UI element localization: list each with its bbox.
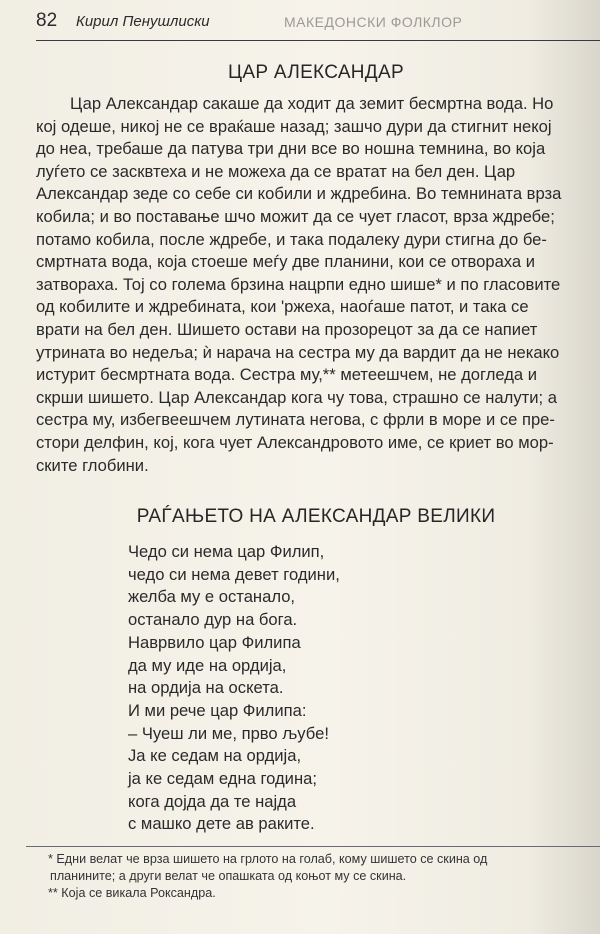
- poem-line: И ми рече цар Филипа:: [128, 700, 307, 720]
- poem-line: ја ке седам една година;: [128, 769, 317, 789]
- poem-line: Чедо си нема цар Филип,: [128, 542, 325, 561]
- footnote-line: планините; а други велат че опашката од коњот му се скина.: [50, 869, 407, 883]
- story-line: смртната вода, која стоеше меѓу две планини, кои се отвораха и: [36, 252, 536, 272]
- story-line: луѓето се засквтеха и не можеха да се вратат на бел ден. Цар: [36, 161, 516, 181]
- poem-line: останало дур на бога.: [128, 610, 298, 630]
- story-line: од кобилите и ждребината, кои 'ржеха, наоѓаше патот, и така се: [36, 297, 529, 317]
- running-header: [36, 6, 600, 41]
- story-line: утрината во недеља; ѝ нарача на сестра му да вардит да не некако: [36, 342, 560, 362]
- bleed-through-text: МАКЕДОНСКИ ФОЛКЛОР: [284, 14, 463, 30]
- story-line: Цар Александар сакаше да ходит да земит бесмртна вода. Но: [70, 94, 554, 113]
- story-line: истурит бесмртната вода. Сестра му,** метеешчем, не догледа и: [36, 365, 538, 385]
- page-number: 82: [36, 10, 58, 31]
- story-line: кој одеше, никој не се враќаше назад; зашчо дури да стигнит некој: [36, 116, 552, 136]
- poem-line: с машко дете ав раките.: [128, 814, 315, 834]
- story-line: ските глобини.: [36, 455, 149, 475]
- footnote-line: * Едни велат че врза шишето на грлото на голаб, кому шишето се скина од: [48, 852, 488, 866]
- poem-line: – Чуеш ли ме, прво љубе!: [128, 723, 329, 743]
- story-body: [36, 93, 596, 477]
- poem-line: кога дојда да те најда: [128, 791, 297, 811]
- poem-line: да му иде на ордија,: [128, 655, 287, 675]
- footnote-line: ** Која се викала Роксандра.: [48, 886, 216, 900]
- story-line: стори делфин, кој, кога чует Александровото име, се криет во мор-: [36, 432, 554, 452]
- poem-title-wrap: [36, 506, 596, 528]
- story-line: кобила; и во поставање шчо можит да се чует гласот, врза ждребе;: [36, 206, 555, 226]
- poem-line: чедо си нема девет години,: [128, 564, 340, 584]
- poem-line: желба му е останало,: [128, 587, 296, 607]
- poem-line: Ја ке седам на ордија,: [128, 746, 302, 766]
- poem-title: РАЃАЊЕТО НА АЛЕКСАНДАР ВЕЛИКИ: [136, 506, 496, 527]
- story-line: потамо кобила, после ждребе, и така подалеку дури стигна до бе-: [36, 229, 547, 249]
- poem-line: Наврвило цар Филипа: [128, 632, 301, 652]
- story-line: затвораха. Тој со голема брзина нацрпи едно шише* и по гласовите: [36, 274, 561, 294]
- story-section: [36, 62, 596, 477]
- story-line: сестра му, избегвеешчем лутината негова, с фрли в море и се пре-: [36, 410, 555, 430]
- poem-line: на ордија на оскета.: [128, 678, 284, 698]
- story-line: скрши шишето. Цар Александар кога чу това, страшно се налути; а: [36, 387, 557, 407]
- story-line: Александар зеде со себе си кобили и ждребина. Во темнината врза: [36, 184, 562, 204]
- footnotes: [26, 846, 600, 902]
- poem-body: [128, 541, 340, 836]
- story-line: до неа, требаше да патува три дни все во ношна темнина, во која: [36, 139, 546, 159]
- running-author: Кирил Пенушлиски: [76, 13, 210, 30]
- story-title: ЦАР АЛЕКСАНДАР: [228, 62, 404, 83]
- story-line: врати на бел ден. Шишето остави на прозорецот за да се напиет: [36, 319, 538, 339]
